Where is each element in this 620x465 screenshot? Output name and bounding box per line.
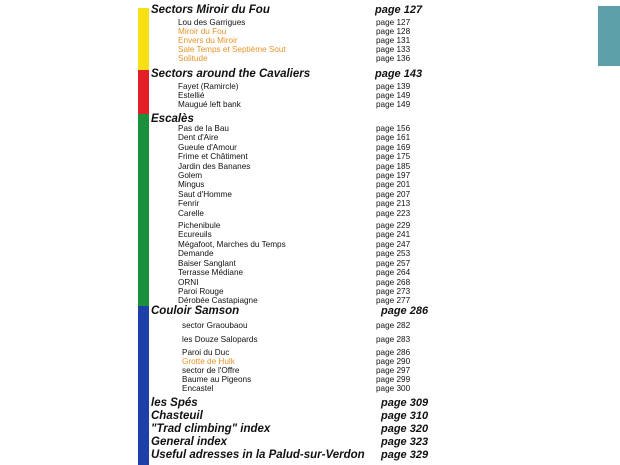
entry-page: page 282 — [376, 321, 411, 330]
section-heading-row — [0, 68, 620, 80]
entry-name: Mégafoot, Marches du Temps — [178, 240, 286, 249]
entry-name: Pas de la Bau — [178, 124, 229, 133]
entry-name: Golem — [178, 171, 203, 180]
toc-entry — [0, 335, 620, 347]
footer-page: page 320 — [381, 423, 429, 435]
section-title: Couloir Samson — [151, 305, 240, 317]
entry-name: Grotte de Hulk — [182, 357, 235, 366]
entry-name: Carelle — [178, 209, 204, 218]
toc-entry — [0, 321, 620, 333]
footer-page: page 323 — [381, 436, 429, 448]
entry-name: Frime et Châtiment — [178, 152, 248, 161]
entry-page: page 247 — [376, 240, 411, 249]
entry-name: les Douze Salopards — [182, 335, 258, 344]
entry-page: page 161 — [376, 133, 411, 142]
entry-name: sector de l'Offre — [182, 366, 240, 375]
section-heading-row — [0, 305, 620, 317]
entry-page: page 136 — [376, 54, 411, 63]
section-title: Sectors around the Cavaliers — [151, 68, 311, 80]
entry-page: page 175 — [376, 152, 411, 161]
entry-page: page 133 — [376, 45, 411, 54]
entry-page: page 264 — [376, 268, 411, 277]
entry-page: page 290 — [376, 357, 411, 366]
entry-page: page 139 — [376, 82, 411, 91]
footer-title: les Spés — [151, 397, 198, 409]
entry-name: Mingus — [178, 180, 205, 189]
entry-page: page 253 — [376, 249, 411, 258]
entry-page: page 277 — [376, 296, 411, 305]
section-title: Sectors Miroir du Fou — [151, 4, 270, 16]
entry-name: Envers du Miroir — [178, 36, 238, 45]
entry-name: Lou des Garrigues — [178, 18, 246, 27]
entry-name: Miroir du Fou — [178, 27, 227, 36]
entry-name: Terrasse Médiane — [178, 268, 244, 277]
footer-page: page 329 — [381, 449, 429, 461]
entry-name: Fayet (Ramircle) — [178, 82, 239, 91]
entry-name: Paroi du Duc — [182, 348, 230, 357]
footer-title: Useful adresses in la Palud-sur-Verdon — [151, 449, 365, 461]
entry-name: Saut d'Homme — [178, 190, 232, 199]
entry-name: Pichenibule — [178, 221, 221, 230]
entry-name: Baume au Pigeons — [182, 375, 252, 384]
footer-page: page 310 — [381, 410, 429, 422]
footer-heading-row — [0, 449, 620, 461]
entry-name: Estellié — [178, 91, 205, 100]
entry-page: page 273 — [376, 287, 411, 296]
entry-page: page 299 — [376, 375, 411, 384]
section-page: page 286 — [381, 305, 429, 317]
footer-heading-row — [0, 397, 620, 409]
entry-name: Maugué left bank — [178, 100, 241, 109]
entry-page: page 283 — [376, 335, 411, 344]
entry-name: Encastel — [182, 384, 214, 393]
entry-page: page 149 — [376, 91, 411, 100]
footer-title: General index — [151, 436, 228, 448]
toc-entry — [0, 384, 620, 396]
entry-page: page 149 — [376, 100, 411, 109]
entry-page: page 197 — [376, 171, 411, 180]
entry-name: Dérobée Castapiagne — [178, 296, 258, 305]
entry-name: Baiser Sanglant — [178, 259, 236, 268]
entry-name: Fenrir — [178, 199, 200, 208]
entry-page: page 241 — [376, 230, 411, 239]
entry-page: page 213 — [376, 199, 411, 208]
section-title: Escalès — [151, 113, 194, 125]
entry-page: page 268 — [376, 278, 411, 287]
section-heading-row — [0, 4, 620, 16]
entry-page: page 131 — [376, 36, 411, 45]
entry-page: page 300 — [376, 384, 411, 393]
entry-page: page 297 — [376, 366, 411, 375]
entry-name: Solitude — [178, 54, 208, 63]
entry-name: Ecureuils — [178, 230, 212, 239]
entry-page: page 127 — [376, 18, 411, 27]
entry-name: Paroi Rouge — [178, 287, 224, 296]
toc-entry — [0, 209, 620, 221]
footer-heading-row — [0, 436, 620, 448]
section-page: page 127 — [375, 4, 423, 16]
entry-page: page 229 — [376, 221, 411, 230]
toc-entry — [0, 100, 620, 112]
footer-heading-row — [0, 423, 620, 435]
entry-page: page 286 — [376, 348, 411, 357]
footer-page: page 309 — [381, 397, 429, 409]
entry-page: page 128 — [376, 27, 411, 36]
entry-name: ORNI — [178, 278, 199, 287]
entry-page: page 257 — [376, 259, 411, 268]
entry-name: Jardin des Bananes — [178, 162, 251, 171]
entry-page: page 201 — [376, 180, 411, 189]
entry-page: page 207 — [376, 190, 411, 199]
entry-page: page 156 — [376, 124, 411, 133]
entry-name: sector Graoubaou — [182, 321, 248, 330]
toc-entry — [0, 54, 620, 66]
footer-heading-row — [0, 410, 620, 422]
entry-page: page 185 — [376, 162, 411, 171]
entry-name: Sale Temps et Septième Sout — [178, 45, 286, 54]
entry-name: Gueule d'Amour — [178, 143, 237, 152]
entry-name: Dent d'Aire — [178, 133, 219, 142]
entry-page: page 223 — [376, 209, 411, 218]
footer-title: Chasteuil — [151, 410, 203, 422]
footer-title: "Trad climbing" index — [151, 423, 271, 435]
entry-page: page 169 — [376, 143, 411, 152]
section-page: page 143 — [375, 68, 423, 80]
entry-name: Demande — [178, 249, 214, 258]
